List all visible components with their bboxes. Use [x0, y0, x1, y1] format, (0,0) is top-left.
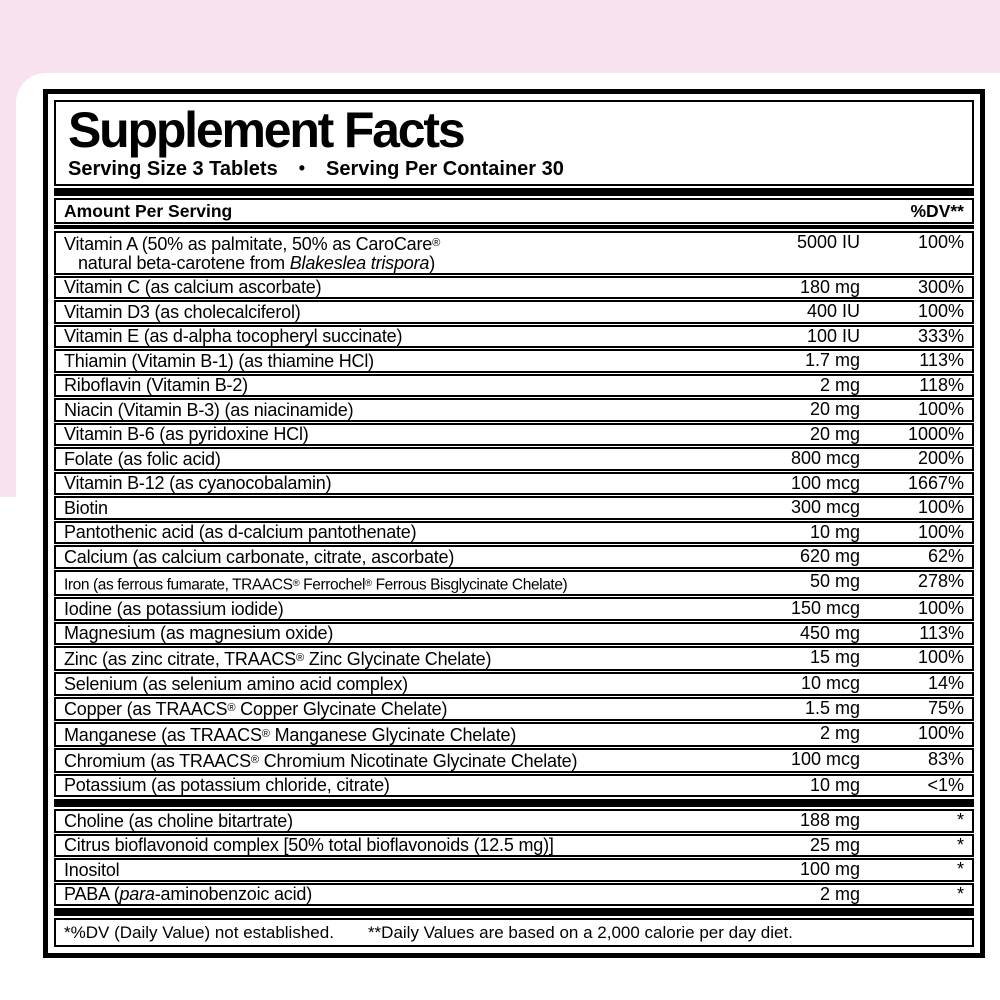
ingredient-name: PABA (para-aminobenzoic acid) — [64, 884, 313, 905]
ingredient-name: Vitamin B-12 (as cyanocobalamin) — [64, 473, 332, 494]
ingredient-dv: * — [956, 810, 964, 831]
ingredient-amount: 25 mg — [809, 834, 860, 855]
divider-header-thick — [54, 188, 974, 196]
registered-trademark-symbol: ® — [261, 727, 270, 740]
ingredient-name: Inositol — [64, 859, 120, 880]
table-row — [54, 748, 974, 773]
ingredient-name: Copper (as TRAACS® Copper Glycinate Chelate) — [64, 699, 448, 720]
ingredient-dv: 100% — [917, 521, 964, 542]
table-row — [54, 325, 974, 349]
serving-size: Serving Size 3 Tablets — [68, 158, 278, 180]
table-row — [54, 374, 974, 398]
ingredient-amount: 450 mg — [799, 622, 860, 643]
ingredient-dv: 200% — [917, 448, 964, 469]
ingredient-dv: 100% — [917, 497, 964, 518]
table-row — [54, 472, 974, 496]
ingredient-amount: 1.7 mg — [804, 350, 860, 371]
footnote — [54, 918, 974, 947]
ingredient-amount: 188 mg — [799, 810, 860, 831]
footnote-daily-values: **Daily Values are based on a 2,000 calorie per day diet. — [367, 923, 793, 943]
ingredient-name: Selenium (as selenium amino acid complex) — [64, 673, 408, 694]
registered-trademark-symbol: ® — [432, 236, 441, 249]
ingredient-name: Thiamin (Vitamin B-1) (as thiamine HCl) — [64, 350, 374, 371]
table-row — [54, 521, 974, 545]
ingredient-name: Potassium (as potassium chloride, citrate) — [64, 775, 390, 796]
ingredient-name: Chromium (as TRAACS® Chromium Nicotinate Glycinate Chelate) — [64, 750, 578, 771]
table-row — [54, 349, 974, 373]
ingredient-amount: 150 mcg — [790, 598, 860, 619]
other-ingredients-list — [54, 809, 974, 906]
ingredient-dv: 100% — [917, 232, 964, 252]
footnote-dv-not-established: *%DV (Daily Value) not established. — [64, 923, 334, 943]
ingredient-name: Citrus bioflavonoid complex [50% total bioflavonoids (12.5 mg)] — [64, 835, 554, 856]
dv-column-label: %DV** — [910, 201, 964, 221]
ingredient-dv: 100% — [917, 399, 964, 420]
panel-title: Supplement Facts — [68, 102, 464, 158]
ingredient-dv: 100% — [917, 301, 964, 322]
table-row — [54, 300, 974, 324]
ingredient-amount: 2 mg — [819, 374, 860, 395]
ingredient-dv: 83% — [927, 749, 964, 770]
registered-trademark-symbol: ® — [295, 651, 304, 664]
registered-trademark-symbol: ® — [250, 753, 259, 766]
ingredient-name: Folate (as folic acid) — [64, 448, 221, 469]
table-row — [54, 834, 974, 858]
ingredient-dv: * — [956, 834, 964, 855]
table-row — [54, 496, 974, 520]
ingredient-dv: 100% — [917, 723, 964, 744]
serving-info — [68, 157, 960, 180]
ingredient-amount: 300 mcg — [790, 497, 860, 518]
ingredient-amount: 20 mg — [809, 399, 860, 420]
table-row — [54, 447, 974, 471]
registered-trademark-symbol: ® — [292, 577, 300, 589]
ingredient-amount: 2 mg — [819, 883, 860, 904]
table-row — [54, 423, 974, 447]
main-ingredients-list — [54, 231, 974, 797]
ingredient-amount: 20 mg — [809, 423, 860, 444]
table-row — [54, 858, 974, 882]
registered-trademark-symbol: ® — [227, 702, 236, 715]
ingredient-name: Zinc (as zinc citrate, TRAACS® Zinc Glycinate Chelate) — [64, 649, 492, 670]
ingredient-amount: 10 mg — [809, 774, 860, 795]
ingredient-dv: 14% — [927, 673, 964, 694]
table-row — [54, 722, 974, 747]
ingredient-dv: 100% — [917, 598, 964, 619]
ingredient-name: Vitamin D3 (as cholecalciferol) — [64, 301, 301, 322]
ingredient-name: Iron (as ferrous fumarate, TRAACS® Ferrochel® Ferrous Bisglycinate Chelate) — [64, 576, 568, 594]
ingredient-dv: <1% — [927, 774, 964, 795]
ingredient-dv: 100% — [917, 647, 964, 668]
divider-column-header — [54, 225, 974, 229]
bullet-separator: • — [298, 158, 306, 178]
table-row — [54, 622, 974, 646]
ingredient-amount: 180 mg — [799, 276, 860, 297]
ingredient-amount: 15 mg — [809, 647, 860, 668]
table-row — [54, 231, 974, 275]
ingredient-name: Choline (as choline bitartrate) — [64, 810, 293, 831]
ingredient-amount: 620 mg — [799, 546, 860, 567]
ingredient-name: Magnesium (as magnesium oxide) — [64, 623, 334, 644]
table-row — [54, 398, 974, 422]
ingredient-amount: 400 IU — [806, 301, 860, 322]
ingredient-amount: 100 mg — [799, 859, 860, 880]
ingredient-name: Riboflavin (Vitamin B-2) — [64, 375, 248, 396]
ingredient-name: Vitamin C (as calcium ascorbate) — [64, 277, 322, 298]
table-row — [54, 646, 974, 671]
ingredient-dv: 113% — [919, 350, 964, 371]
column-header-row — [54, 198, 974, 224]
ingredient-amount: 10 mg — [809, 521, 860, 542]
table-row — [54, 697, 974, 722]
table-row — [54, 809, 974, 833]
ingredient-dv: 278% — [917, 570, 964, 591]
ingredient-name: Pantothenic acid (as d-calcium pantothenate) — [64, 522, 417, 543]
table-row — [54, 672, 974, 696]
ingredient-name: Niacin (Vitamin B-3) (as niacinamide) — [64, 399, 354, 420]
registered-trademark-symbol: ® — [365, 577, 372, 589]
ingredient-dv: 333% — [917, 325, 964, 346]
divider-section — [54, 799, 974, 807]
amount-per-serving-label: Amount Per Serving — [64, 201, 233, 221]
table-row — [54, 570, 974, 597]
ingredient-amount: 2 mg — [819, 723, 860, 744]
ingredient-dv: 1000% — [907, 423, 964, 444]
table-row — [54, 545, 974, 569]
ingredient-name: Vitamin E (as d-alpha tocopheryl succinate) — [64, 326, 403, 347]
table-row — [54, 774, 974, 798]
ingredient-name: Biotin — [64, 497, 108, 518]
divider-footnote — [54, 908, 974, 916]
label-card — [16, 73, 1000, 1000]
ingredient-dv: 113% — [919, 622, 964, 643]
ingredient-amount: 100 mcg — [790, 749, 860, 770]
ingredient-name: Vitamin A (50% as palmitate, 50% as CaroCare® natural beta-carotene from Blakeslea trispora) — [64, 233, 441, 273]
ingredient-dv: * — [956, 859, 964, 880]
ingredient-name: Vitamin B-6 (as pyridoxine HCl) — [64, 424, 309, 445]
table-row — [54, 276, 974, 300]
ingredient-amount: 100 mcg — [790, 472, 860, 493]
header-section — [54, 100, 974, 186]
ingredient-name: Calcium (as calcium carbonate, citrate, ascorbate) — [64, 546, 455, 567]
supplement-facts-panel — [43, 89, 985, 958]
ingredient-amount: 100 IU — [806, 325, 860, 346]
ingredient-amount: 50 mg — [809, 570, 860, 591]
ingredient-dv: 300% — [917, 276, 964, 297]
ingredient-amount: 10 mcg — [800, 673, 860, 694]
servings-per-container: Serving Per Container 30 — [326, 158, 564, 180]
ingredient-dv: 1667% — [907, 472, 964, 493]
table-row — [54, 883, 974, 907]
ingredient-amount: 5000 IU — [796, 232, 860, 252]
ingredient-name: Iodine (as potassium iodide) — [64, 598, 284, 619]
ingredient-dv: 75% — [927, 697, 964, 718]
ingredient-amount: 800 mcg — [790, 448, 860, 469]
ingredient-amount: 1.5 mg — [804, 697, 860, 718]
ingredient-dv: 118% — [919, 374, 964, 395]
ingredient-dv: * — [956, 883, 964, 904]
ingredient-dv: 62% — [927, 546, 964, 567]
table-row — [54, 597, 974, 621]
ingredient-name: Manganese (as TRAACS® Manganese Glycinate Chelate) — [64, 725, 517, 746]
